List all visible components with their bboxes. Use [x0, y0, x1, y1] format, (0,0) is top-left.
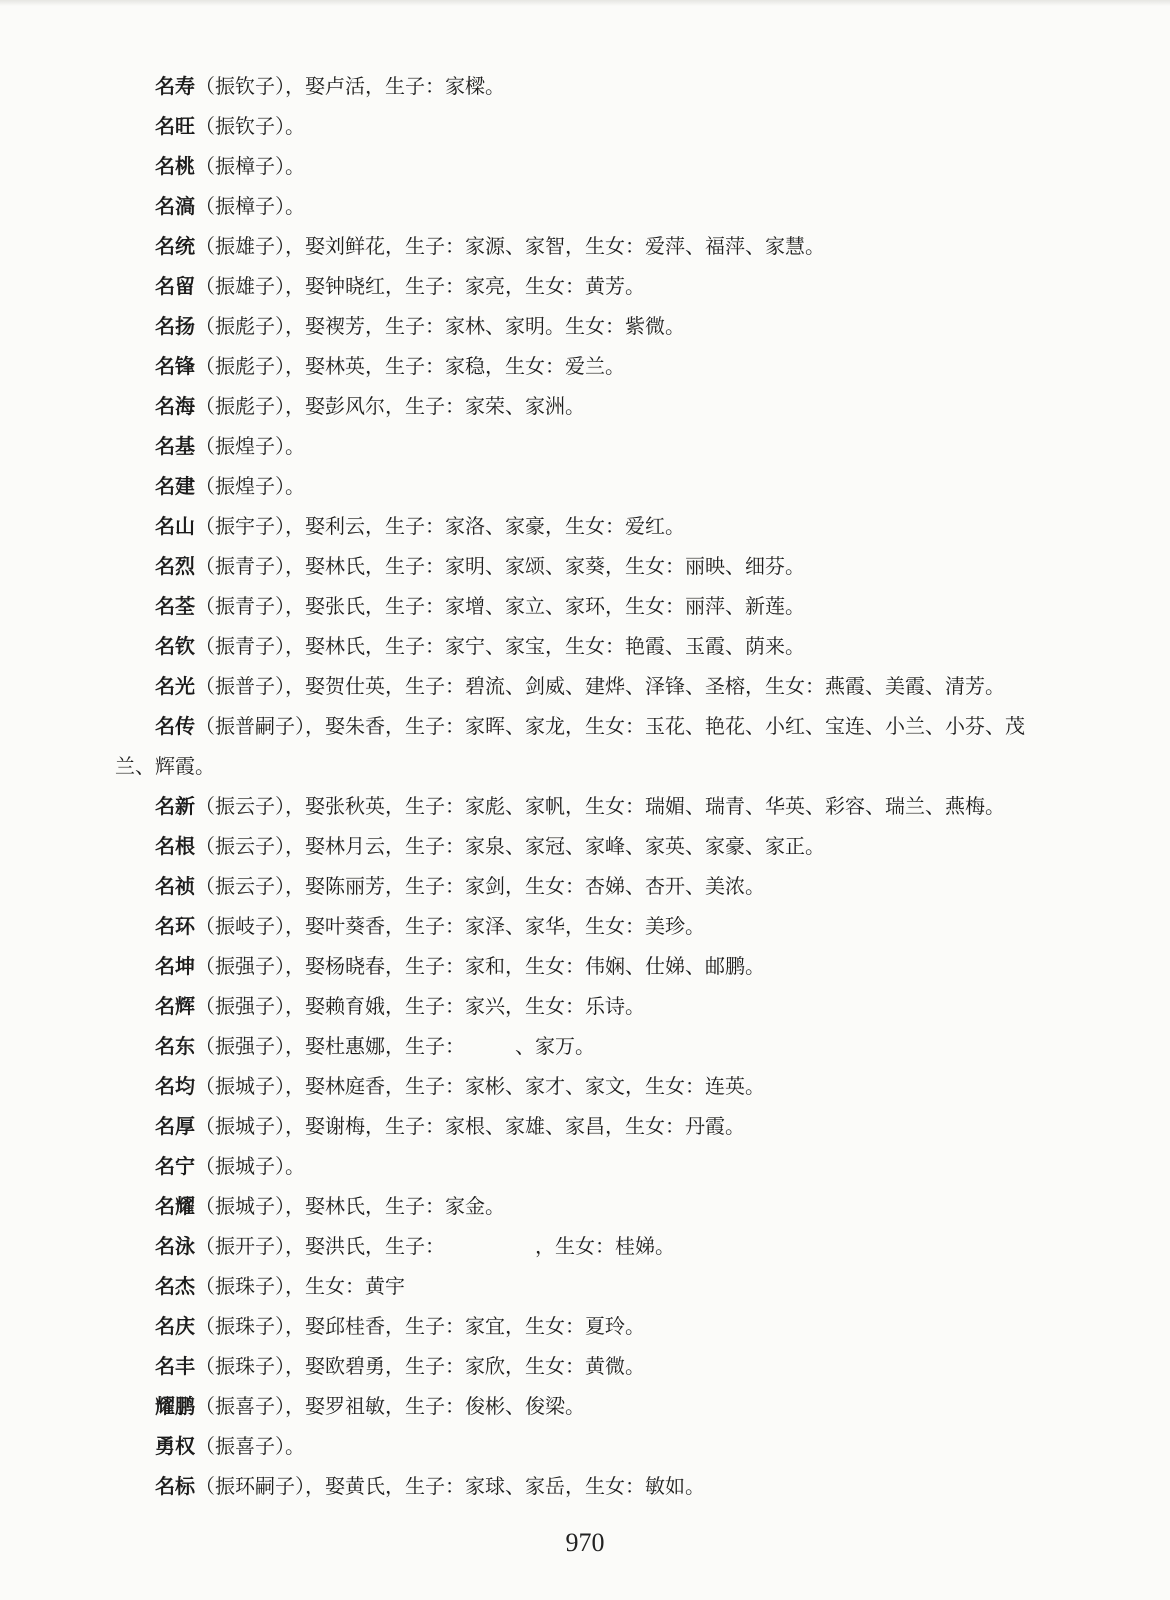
entry-text: （振彪子），娶褉芳，生子：家林、家明。生女：紫微。 — [195, 314, 685, 338]
entry-name: 名海 — [155, 394, 195, 418]
entry-line — [115, 666, 1055, 706]
entry-text: （振樟子）。 — [195, 154, 305, 178]
entry-name: 名山 — [155, 514, 195, 538]
entry-line — [115, 226, 1055, 266]
entry-line — [115, 266, 1055, 306]
entry-name: 耀鹏 — [155, 1394, 195, 1418]
entry-name: 名东 — [155, 1034, 195, 1058]
entry-text: （振开子），娶洪氏，生子： ，生女：桂娣。 — [195, 1234, 675, 1258]
entry-text: （振城子），娶林氏，生子：家金。 — [195, 1194, 505, 1218]
entry-name: 名寿 — [155, 74, 195, 98]
entry-name: 名滈 — [155, 194, 195, 218]
entry-line — [115, 986, 1055, 1026]
entry-text: （振雄子），娶钟晓红，生子：家亮，生女：黄芳。 — [195, 274, 645, 298]
entry-line — [115, 1026, 1055, 1066]
entry-line — [115, 906, 1055, 946]
entry-name: 名基 — [155, 434, 195, 458]
entry-line — [115, 1466, 1055, 1506]
entry-name: 名光 — [155, 674, 195, 698]
entry-text: （振云子），娶张秋英，生子：家彪、家帆，生女：瑞媚、瑞青、华英、彩容、瑞兰、燕梅。 — [195, 794, 1005, 818]
entry-name: 名留 — [155, 274, 195, 298]
entry-line — [115, 1346, 1055, 1386]
entry-name: 名新 — [155, 794, 195, 818]
entry-text: （振宇子），娶利云，生子：家洛、家豪，生女：爱红。 — [195, 514, 685, 538]
entry-line — [115, 386, 1055, 426]
entry-line — [115, 106, 1055, 146]
entry-text: （振强子），娶赖育娥，生子：家兴，生女：乐诗。 — [195, 994, 645, 1018]
entry-text: （振樟子）。 — [195, 194, 305, 218]
entry-text: （振强子），娶杜惠娜，生子： 、家万。 — [195, 1034, 595, 1058]
entry-text: （振云子），娶林月云，生子：家泉、家冠、家峰、家英、家豪、家正。 — [195, 834, 825, 858]
entry-name: 名泳 — [155, 1234, 195, 1258]
entry-line — [115, 866, 1055, 906]
entry-line — [115, 1066, 1055, 1106]
entry-text: （振珠子），娶欧碧勇，生子：家欣，生女：黄微。 — [195, 1354, 645, 1378]
entry-line — [115, 506, 1055, 546]
entry-text: （振环嗣子），娶黄氏，生子：家球、家岳，生女：敏如。 — [195, 1474, 705, 1498]
entry-text: （振煌子）。 — [195, 474, 305, 498]
entry-name: 名祯 — [155, 874, 195, 898]
entry-name: 名丰 — [155, 1354, 195, 1378]
entry-name: 名杰 — [155, 1274, 195, 1298]
entry-text: （振雄子），娶刘鲜花，生子：家源、家智，生女：爱萍、福萍、家慧。 — [195, 234, 825, 258]
entry-name: 名统 — [155, 234, 195, 258]
entry-name: 名建 — [155, 474, 195, 498]
entry-name: 勇权 — [155, 1434, 195, 1458]
entry-text: （振煌子）。 — [195, 434, 305, 458]
entry-text: （振青子），娶林氏，生子：家宁、家宝，生女：艳霞、玉霞、荫来。 — [195, 634, 805, 658]
entry-line — [115, 146, 1055, 186]
entry-line — [115, 186, 1055, 226]
entry-name: 名均 — [155, 1074, 195, 1098]
entry-text: （振彪子），娶林英，生子：家稳，生女：爱兰。 — [195, 354, 625, 378]
entry-line — [115, 786, 1055, 826]
entry-line — [115, 1306, 1055, 1346]
entry-name: 名耀 — [155, 1194, 195, 1218]
entry-text: （振云子），娶陈丽芳，生子：家剑，生女：杏娣、杏开、美浓。 — [195, 874, 765, 898]
entry-line — [115, 1226, 1055, 1266]
entry-text: （振城子），娶谢梅，生子：家根、家雄、家昌，生女：丹霞。 — [195, 1114, 745, 1138]
entry-name: 名坤 — [155, 954, 195, 978]
entry-line — [115, 546, 1055, 586]
entry-name: 名庆 — [155, 1314, 195, 1338]
entry-line — [115, 426, 1055, 466]
entry-text: （振珠子），娶邱桂香，生子：家宜，生女：夏玲。 — [195, 1314, 645, 1338]
entry-line — [115, 466, 1055, 506]
entry-line — [115, 586, 1055, 626]
entry-name: 名烈 — [155, 554, 195, 578]
entry-text: （振青子），娶张氏，生子：家增、家立、家环，生女：丽萍、新莲。 — [195, 594, 805, 618]
entry-text: （振钦子）。 — [195, 114, 305, 138]
entry-text: （振城子），娶林庭香，生子：家彬、家才、家文，生女：连英。 — [195, 1074, 765, 1098]
scan-edge — [0, 0, 1170, 6]
entry-line — [115, 66, 1055, 106]
entry-name: 名扬 — [155, 314, 195, 338]
entry-text: （振喜子）。 — [195, 1434, 305, 1458]
entry-line — [115, 346, 1055, 386]
entry-line — [115, 1266, 1055, 1306]
entry-name: 名钦 — [155, 634, 195, 658]
entry-line — [115, 1426, 1055, 1466]
entry-name: 名厚 — [155, 1114, 195, 1138]
entry-name: 名锋 — [155, 354, 195, 378]
entry-name: 名环 — [155, 914, 195, 938]
page-number: 970 — [565, 1528, 605, 1557]
entry-text: （振彪子），娶彭风尔，生子：家荣、家洲。 — [195, 394, 585, 418]
entry-name: 名根 — [155, 834, 195, 858]
entry-name: 名宁 — [155, 1154, 195, 1178]
entry-text: （振钦子），娶卢活，生子：家樑。 — [195, 74, 505, 98]
entry-line — [115, 626, 1055, 666]
entry-text: （振普嗣子），娶朱香，生子：家晖、家龙，生女：玉花、艳花、小红、宝连、小兰、小芬、茂兰、辉霞。 — [115, 714, 1025, 778]
entry-line-wrapped — [115, 706, 1055, 786]
entry-name: 名旺 — [155, 114, 195, 138]
entry-line — [115, 1386, 1055, 1426]
entry-text: （振珠子），生女：黄宇 — [195, 1274, 405, 1298]
entry-line — [115, 826, 1055, 866]
entry-line — [115, 1186, 1055, 1226]
entry-line — [115, 1106, 1055, 1146]
entry-name: 名标 — [155, 1474, 195, 1498]
entry-text: （振强子），娶杨晓春，生子：家和，生女：伟娴、仕娣、邮鹏。 — [195, 954, 765, 978]
genealogy-text-body — [115, 66, 1055, 1506]
entry-text: （振城子）。 — [195, 1154, 305, 1178]
entry-text: （振普子），娶贺仕英，生子：碧流、剑威、建烨、泽锋、圣榕，生女：燕霞、美霞、清芳。 — [195, 674, 1005, 698]
entry-line — [115, 1146, 1055, 1186]
entry-text: （振青子），娶林氏，生子：家明、家颂、家葵，生女：丽映、细芬。 — [195, 554, 805, 578]
entry-name: 名辉 — [155, 994, 195, 1018]
entry-name: 名荃 — [155, 594, 195, 618]
entry-line — [115, 946, 1055, 986]
entry-line — [115, 306, 1055, 346]
entry-text: （振岐子），娶叶葵香，生子：家泽、家华，生女：美珍。 — [195, 914, 705, 938]
entry-text: （振喜子），娶罗祖敏，生子：俊彬、俊梁。 — [195, 1394, 585, 1418]
entry-name: 名桃 — [155, 154, 195, 178]
entry-name: 名传 — [155, 714, 195, 738]
